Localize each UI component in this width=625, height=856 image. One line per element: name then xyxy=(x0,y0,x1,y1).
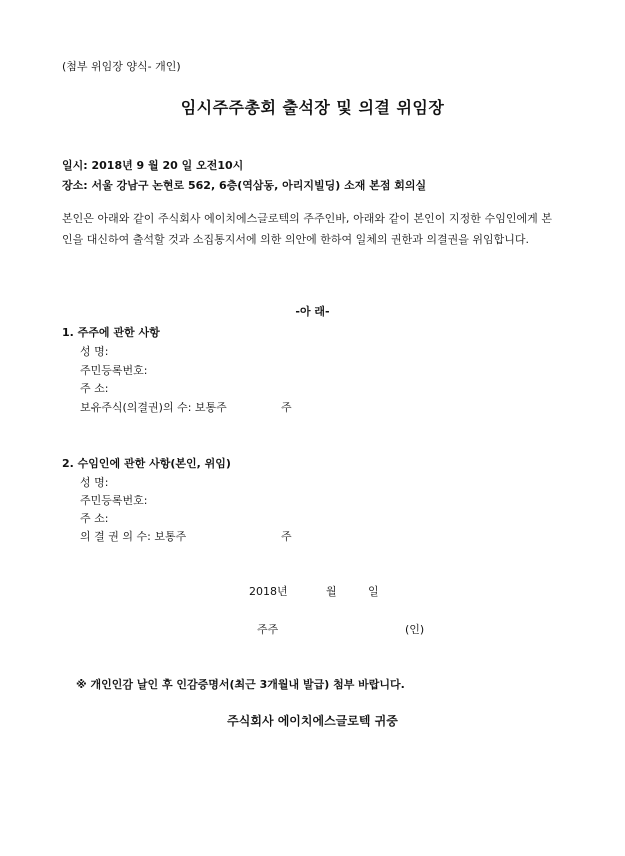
meeting-place: 장소: 서울 강남구 논현로 562, 6층(역삼동, 아리지빌딩) 소재 본점 회의실 xyxy=(62,179,427,192)
seal-certificate-notice: ※ 개인인감 날인 후 인감증명서(최근 3개월내 발급) 첨부 바랍니다. xyxy=(76,678,405,691)
seal-label: (인) xyxy=(405,623,425,636)
shareholder-id-label: 주민등록번호: xyxy=(80,364,148,377)
sign-year: 2018년 xyxy=(249,585,288,598)
shareholder-shares-label: 보유주식(의결권)의 수: 보통주 xyxy=(80,401,227,414)
section1-heading: 1. 주주에 관한 사항 xyxy=(62,326,160,339)
delegation-statement: 본인은 아래와 같이 주식회사 에이치에스글로텍의 주주인바, 아래와 같이 본인이 지정한 수임인에게 본인을 대신하여 출석할 것과 소집통지서에 의한 의안에 한하여 일체의 권한과 의결권을 위임합니다. xyxy=(62,212,552,246)
attachment-note: (첨부 위임장 양식- 개인) xyxy=(62,60,181,73)
proxy-address-label: 주 소: xyxy=(80,512,109,525)
proxy-votes-label: 의 결 권 의 수: 보통주 xyxy=(80,530,187,543)
meeting-date: 일시: 2018년 9 월 20 일 오전10시 xyxy=(62,159,244,172)
sign-month: 월 xyxy=(326,585,337,598)
proxy-id-label: 주민등록번호: xyxy=(80,494,148,507)
shareholder-name-label: 성 명: xyxy=(80,345,109,358)
shareholder-address-label: 주 소: xyxy=(80,382,109,395)
shareholder-shares-unit: 주 xyxy=(281,401,292,414)
addressee: 주식회사 에이치에스글로텍 귀중 xyxy=(227,714,398,728)
sign-day: 일 xyxy=(368,585,379,598)
document-title: 임시주주총회 출석장 및 의결 위임장 xyxy=(180,98,445,117)
section2-heading: 2. 수임인에 관한 사항(본인, 위임) xyxy=(62,457,231,470)
below-label: -아 래- xyxy=(295,305,330,318)
shareholder-signature-label: 주주 xyxy=(257,623,279,636)
proxy-votes-unit: 주 xyxy=(281,530,292,543)
proxy-name-label: 성 명: xyxy=(80,476,109,489)
